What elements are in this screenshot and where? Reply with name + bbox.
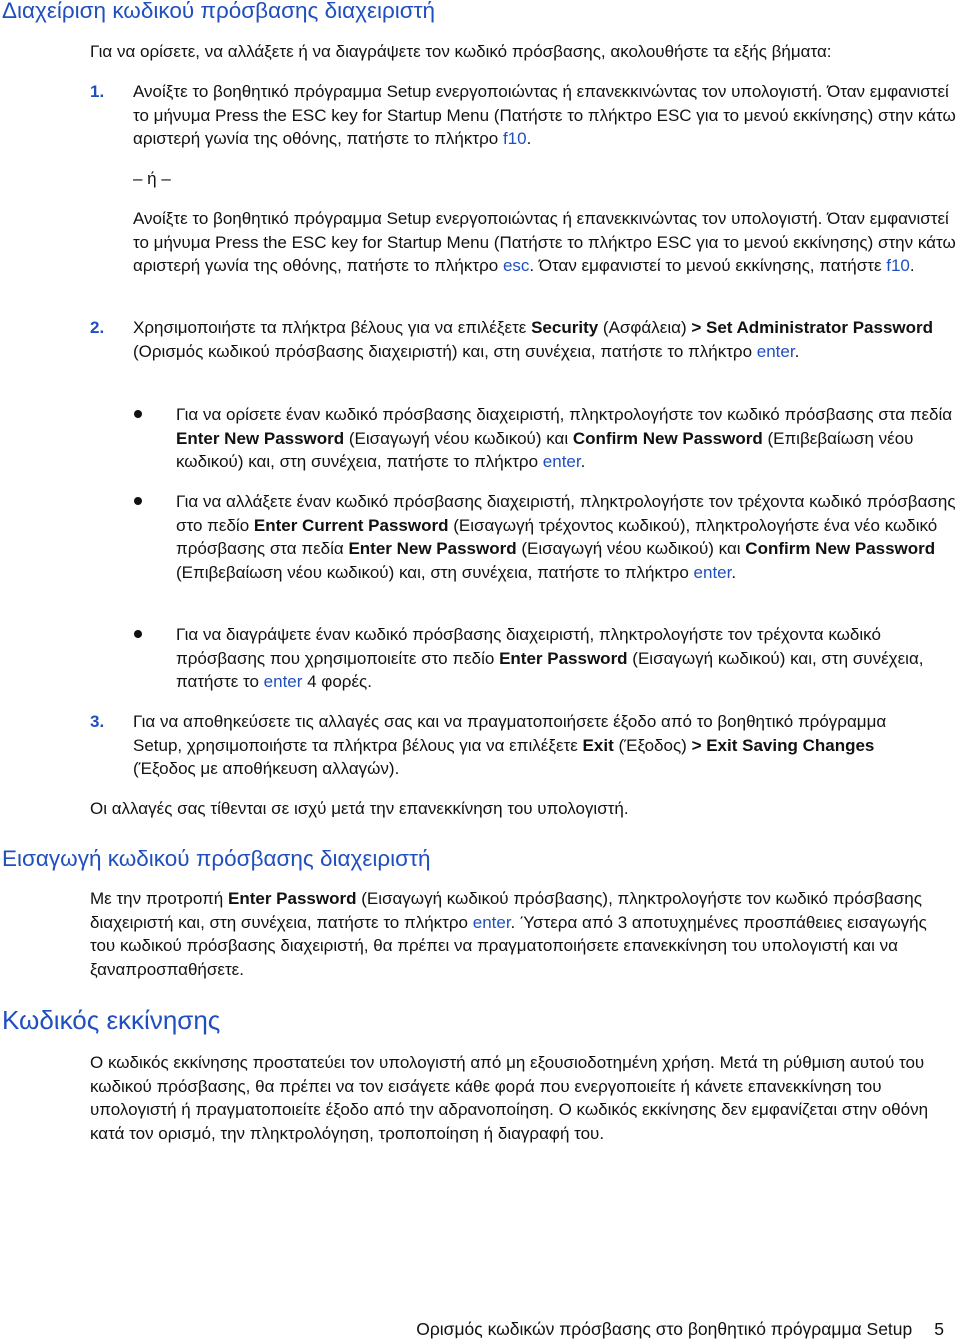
intro-text: Για να ορίσετε, να αλλάξετε ή να διαγράψετε τον κωδικό πρόσβασης, ακολουθήστε τα εξής βήματα: xyxy=(90,42,832,61)
section-title-admin-password: Διαχείριση κωδικού πρόσβασης διαχειριστή xyxy=(2,0,436,23)
key-esc: esc xyxy=(502,256,530,275)
step-1-option-a: Ανοίξτε το βοηθητικό πρόγραμμα Setup ενεργοποιώντας ή επανεκκινώντας τον υπολογιστή. Όταν εμφανιστεί το μήνυμα Press the ESC key for Startup Menu (Πατήστε το πλήκτρο ESC για το μενού εκκίνησης) στην κάτω αριστερή γωνία της οθόνης, πατήστε το πλήκτρο f10. xyxy=(133,82,956,148)
step-3-text: Για να αποθηκεύσετε τις αλλαγές σας και να πραγματοποιήσετε έξοδο από το βοηθητικό πρόγραμμα Setup, χρησιμοποιήστε τα πλήκτρα βέλους για να επιλέξετε Exit (Έξοδος) > Exit Saving Changes (Έξοδος με αποθήκευση αλλαγών). xyxy=(133,712,887,778)
step-2-number: 2. xyxy=(90,318,105,337)
page-footer xyxy=(416,1318,944,1340)
section-title-power-on-password: Κωδικός εκκίνησης xyxy=(2,1005,221,1035)
page-number: 5 xyxy=(934,1319,944,1339)
key-f10: f10 xyxy=(502,129,527,148)
section-title-enter-admin-password: Εισαγωγή κωδικού πρόσβασης διαχειριστή xyxy=(2,846,431,871)
bullet-icon xyxy=(134,497,142,505)
footer-title: Ορισμός κωδικών πρόσβασης στο βοηθητικό πρόγραμμα Setup xyxy=(416,1319,913,1339)
key-enter: enter xyxy=(693,562,732,582)
key-enter: enter xyxy=(472,912,511,932)
enter-password-text: Με την προτροπή Enter Password (Εισαγωγή κωδικού πρόσβασης), πληκτρολογήστε τον κωδικό πρόσβασης διαχειριστή και, στη συνέχεια, πατήστε το πλήκτρο enter. Ύστερα από 3 αποτυχημένες προσπάθειες εισαγωγής του κωδικού πρόσβασης διαχειριστή, θα πρέπει να πραγματοποιήσετε επανεκκίνηση του υπολογιστή και να ξαναπροσπαθήσετε. xyxy=(90,889,927,979)
key-enter: enter xyxy=(263,672,303,691)
key-enter: enter xyxy=(542,452,581,471)
bullet-set-password: Για να ορίσετε έναν κωδικό πρόσβασης διαχειριστή, πληκτρολογήστε τον κωδικό πρόσβασης στα πεδία Enter New Password (Εισαγωγή νέου κωδικού) και Confirm New Password (Επιβεβαίωση νέου κωδικού) και, στη συνέχεια, πατήστε το πλήκτρο enter. xyxy=(176,405,953,471)
outro-text: Οι αλλαγές σας τίθενται σε ισχύ μετά την επανεκκίνηση του υπολογιστή. xyxy=(90,799,629,818)
bullet-icon xyxy=(134,630,142,638)
key-enter: enter xyxy=(756,341,795,361)
power-on-password-text: Ο κωδικός εκκίνησης προστατεύει τον υπολογιστή από μη εξουσιοδοτημένη χρήση. Μετά τη ρύθμιση αυτού του κωδικού πρόσβασης, θα πρέπει να τον εισάγετε κάθε φορά που ενεργοποιείτε ή κάνετε επανεκκίνηση του υπολογιστή ή πραγματοποιείτε έξοδο από την αδρανοποίηση. Ο κωδικός εκκίνησης δεν εμφανίζεται στην οθόνη κατά τον ορισμό, την πληκτρολόγηση, τροποποίηση ή διαγραφή του. xyxy=(90,1053,929,1143)
step-2-text: Χρησιμοποιήστε τα πλήκτρα βέλους για να επιλέξετε Security (Ασφάλεια) > Set Administrator Password (Ορισμός κωδικού πρόσβασης διαχειριστή) και, στη συνέχεια, πατήστε το πλήκτρο enter. xyxy=(133,318,934,361)
step-1-number: 1. xyxy=(90,82,105,101)
step-1-option-b: Ανοίξτε το βοηθητικό πρόγραμμα Setup ενεργοποιώντας ή επανεκκινώντας τον υπολογιστή. Όταν εμφανιστεί το μήνυμα Press the ESC key for Startup Menu (Πατήστε το πλήκτρο ESC για το μενού εκκίνησης) στην κάτω αριστερή γωνία της οθόνης, πατήστε το πλήκτρο esc. Όταν εμφανιστεί το μενού εκκίνησης, πατήστε f10. xyxy=(133,209,956,275)
step-3-number: 3. xyxy=(90,712,105,731)
key-f10: f10 xyxy=(886,256,910,275)
bullet-change-password: Για να αλλάξετε έναν κωδικό πρόσβασης διαχειριστή, πληκτρολογήστε τον τρέχοντα κωδικό πρόσβασης στο πεδίο Enter Current Password (Εισαγωγή τρέχοντος κωδικού), πληκτρολογήστε ένα νέο κωδικό πρόσβασης στα πεδία Enter New Password (Εισαγωγή νέου κωδικού) και Confirm New Password (Επιβεβαίωση νέου κωδικού) και, στη συνέχεια, πατήστε το πλήκτρο enter. xyxy=(176,492,956,582)
or-separator: – ή – xyxy=(133,169,171,188)
bullet-icon xyxy=(134,410,142,418)
bullet-delete-password: Για να διαγράψετε έναν κωδικό πρόσβασης διαχειριστή, πληκτρολογήστε τον τρέχοντα κωδικό πρόσβασης που χρησιμοποιείτε στο πεδίο Enter Password (Εισαγωγή κωδικού) και, στη συνέχεια, πατήστε το enter 4 φορές. xyxy=(176,625,924,691)
